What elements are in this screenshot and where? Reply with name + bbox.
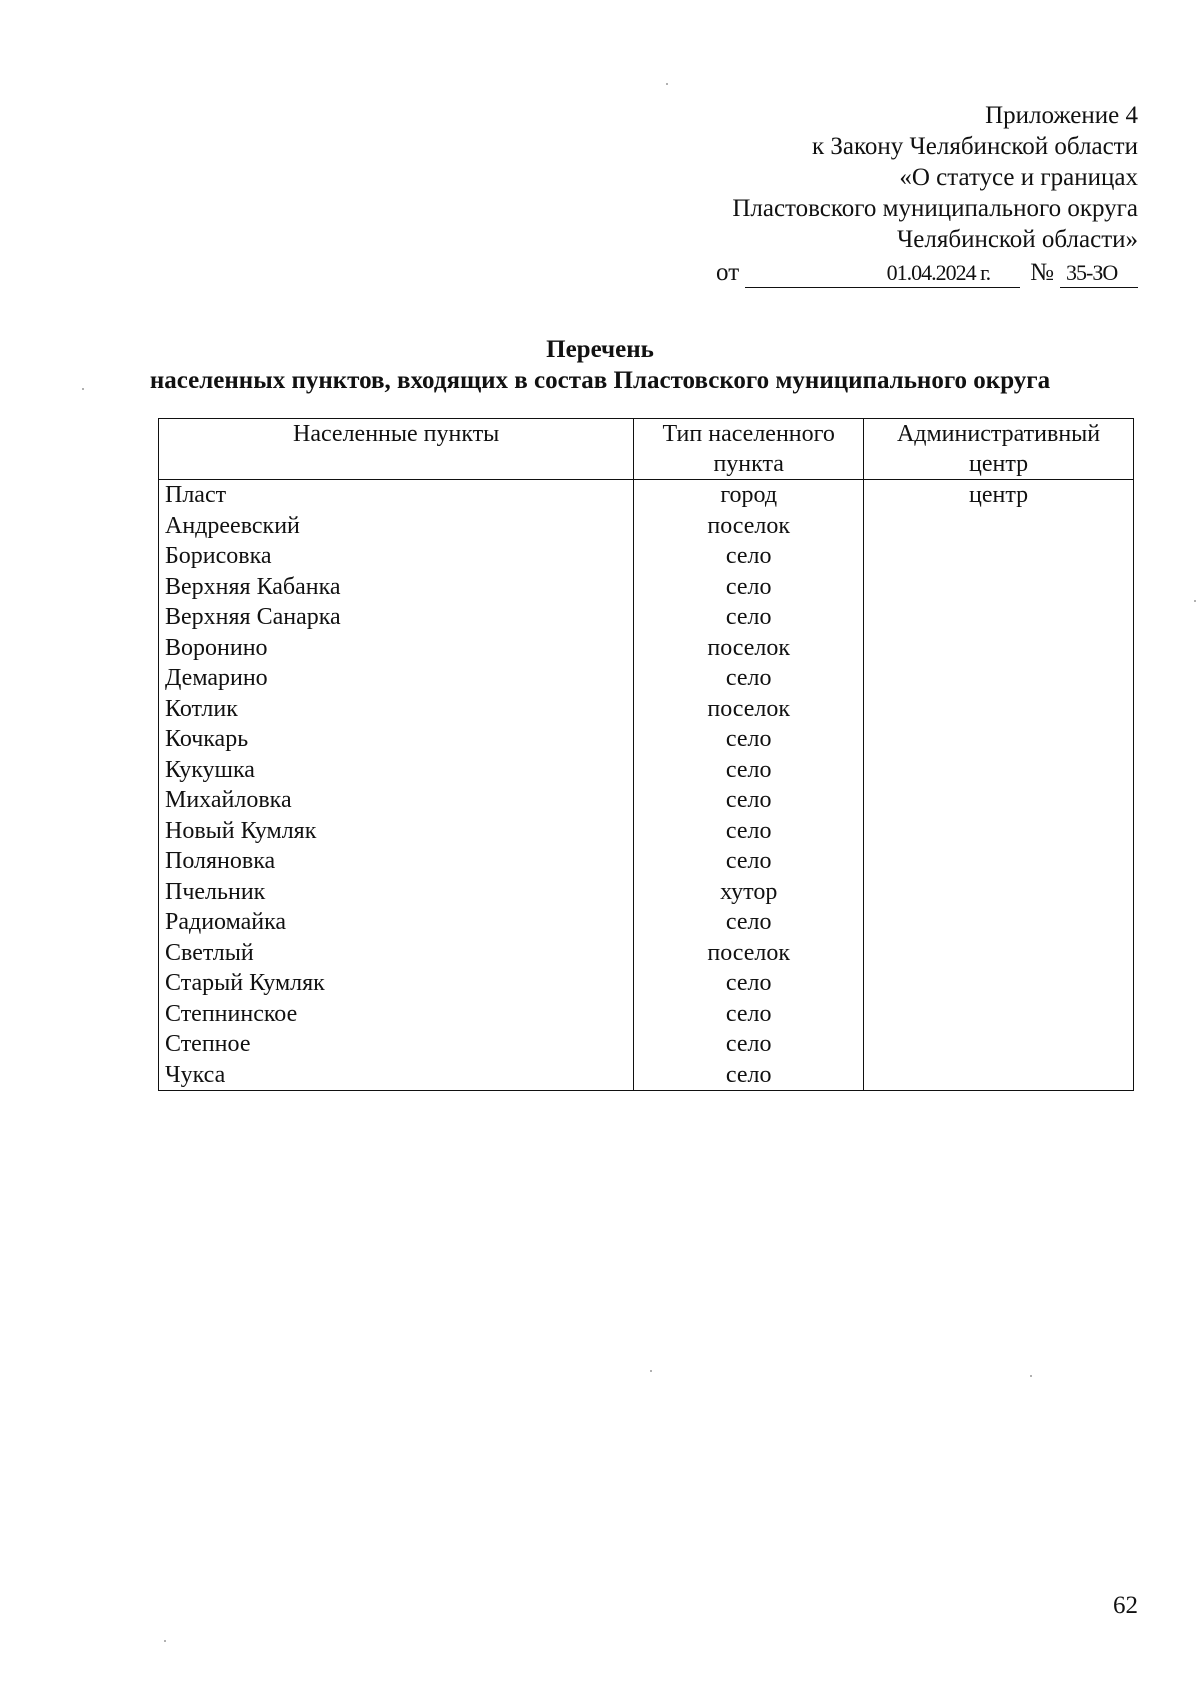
settlement-type: село — [634, 755, 864, 786]
settlement-type: село — [634, 1029, 864, 1060]
table-row — [159, 480, 1134, 511]
settlement-name: Светлый — [159, 938, 634, 969]
admin-center — [864, 694, 1134, 725]
settlement-name: Радиомайка — [159, 907, 634, 938]
table-row — [159, 511, 1134, 542]
settlement-name: Котлик — [159, 694, 634, 725]
appendix-header — [716, 100, 1138, 288]
admin-center — [864, 877, 1134, 908]
table-row — [159, 541, 1134, 572]
admin-center — [864, 633, 1134, 664]
table-row — [159, 785, 1134, 816]
scan-speck — [164, 1640, 166, 1642]
table-row — [159, 999, 1134, 1030]
header-admin-center: Административный центр — [864, 419, 1134, 480]
settlement-type: село — [634, 724, 864, 755]
scan-speck — [1194, 600, 1196, 602]
scan-speck — [82, 388, 84, 390]
table-row — [159, 816, 1134, 847]
table-row — [159, 663, 1134, 694]
appendix-line: к Закону Челябинской области — [812, 133, 1138, 160]
settlement-type: село — [634, 968, 864, 999]
header-settlements: Населенные пункты — [159, 419, 634, 480]
settlement-name: Андреевский — [159, 511, 634, 542]
appendix-line: «О статусе и границах — [899, 164, 1138, 191]
settlement-type: хутор — [634, 877, 864, 908]
admin-center — [864, 511, 1134, 542]
settlement-type: поселок — [634, 511, 864, 542]
scan-speck — [666, 83, 668, 85]
settlement-name: Верхняя Санарка — [159, 602, 634, 633]
settlement-type: село — [634, 999, 864, 1030]
appendix-line: Челябинской области» — [897, 226, 1138, 253]
title-line-1: Перечень — [546, 336, 654, 363]
table-row — [159, 694, 1134, 725]
settlement-name: Михайловка — [159, 785, 634, 816]
table-row — [159, 907, 1134, 938]
admin-center — [864, 663, 1134, 694]
number-sign: № — [1030, 259, 1054, 286]
admin-center — [864, 724, 1134, 755]
table-row — [159, 877, 1134, 908]
admin-center — [864, 1029, 1134, 1060]
admin-center — [864, 755, 1134, 786]
settlement-type: поселок — [634, 633, 864, 664]
page-number: 62 — [1113, 1592, 1138, 1619]
table-header-row — [159, 419, 1134, 480]
table-body — [159, 480, 1134, 1091]
settlement-name: Борисовка — [159, 541, 634, 572]
settlement-name: Кукушка — [159, 755, 634, 786]
law-date: 01.04.2024 г. — [745, 259, 1020, 288]
appendix-line: Приложение 4 — [985, 102, 1138, 129]
appendix-line: Пластовского муниципального округа — [732, 195, 1138, 222]
table-row — [159, 755, 1134, 786]
admin-center — [864, 541, 1134, 572]
settlement-name: Чукса — [159, 1060, 634, 1091]
table-row — [159, 1060, 1134, 1091]
settlement-name: Степное — [159, 1029, 634, 1060]
table-row — [159, 572, 1134, 603]
settlement-name: Поляновка — [159, 846, 634, 877]
settlement-type: село — [634, 541, 864, 572]
settlement-name: Пчельник — [159, 877, 634, 908]
admin-center — [864, 602, 1134, 633]
settlement-name: Кочкарь — [159, 724, 634, 755]
settlement-name: Верхняя Кабанка — [159, 572, 634, 603]
settlement-type: село — [634, 602, 864, 633]
settlements-table — [158, 418, 1134, 1091]
table-row — [159, 633, 1134, 664]
header-settlement-type: Тип населенного пункта — [634, 419, 864, 480]
admin-center — [864, 785, 1134, 816]
table-row — [159, 724, 1134, 755]
admin-center — [864, 938, 1134, 969]
settlement-type: село — [634, 846, 864, 877]
settlement-type: поселок — [634, 938, 864, 969]
settlement-name: Старый Кумляк — [159, 968, 634, 999]
table-row — [159, 968, 1134, 999]
settlement-name: Воронино — [159, 633, 634, 664]
scan-speck — [650, 1370, 652, 1372]
admin-center — [864, 846, 1134, 877]
title-line-2: населенных пунктов, входящих в состав Пластовского муниципального округа — [149, 367, 1051, 394]
settlement-type: село — [634, 663, 864, 694]
law-date-number-line — [716, 257, 1138, 288]
admin-center — [864, 999, 1134, 1030]
table-row — [159, 602, 1134, 633]
settlement-name: Демарино — [159, 663, 634, 694]
settlement-type: село — [634, 1060, 864, 1091]
table-row — [159, 846, 1134, 877]
settlement-type: поселок — [634, 694, 864, 725]
admin-center: центр — [864, 480, 1134, 511]
admin-center — [864, 907, 1134, 938]
document-title — [0, 334, 1200, 396]
date-prefix: от — [716, 259, 740, 286]
admin-center — [864, 816, 1134, 847]
law-number: 35-ЗО — [1060, 259, 1138, 288]
settlement-type: село — [634, 907, 864, 938]
settlement-type: село — [634, 572, 864, 603]
table-row — [159, 1029, 1134, 1060]
admin-center — [864, 572, 1134, 603]
settlement-type: село — [634, 816, 864, 847]
admin-center — [864, 1060, 1134, 1091]
settlement-type: город — [634, 480, 864, 511]
settlement-type: село — [634, 785, 864, 816]
settlement-name: Степнинское — [159, 999, 634, 1030]
settlement-name: Новый Кумляк — [159, 816, 634, 847]
scan-speck — [1030, 1375, 1032, 1377]
table-row — [159, 938, 1134, 969]
settlement-name: Пласт — [159, 480, 634, 511]
admin-center — [864, 968, 1134, 999]
